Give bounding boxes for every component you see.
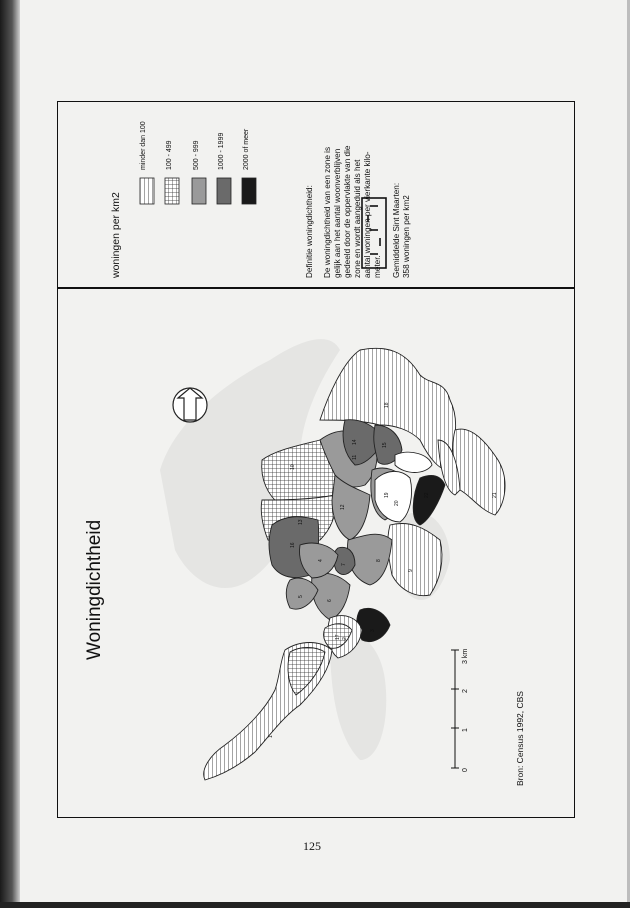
definition-line: gedeeld door de oppervlakte van die [343,145,352,278]
definition-line: zone en wordt aangeduid als het [353,159,362,278]
north-arrow-icon [173,388,207,422]
average-line: Gemiddelde Sint Maarten: [392,182,401,278]
zone-label: 10 [290,464,296,470]
zone-label: 8 [376,559,382,562]
legend-label-2: 100 - 499 [166,140,173,170]
page-number: 125 [303,839,321,853]
legend-label-4: 1000 - 1999 [218,132,225,170]
pond [395,452,432,472]
scale-tick-label: 0 [462,768,469,772]
zone-label: 7 [341,563,347,566]
zone-label: 13 [298,519,304,525]
legend-label-3: 500 - 999 [193,140,200,170]
zone-label: 15 [382,442,388,448]
zone-label: 5 [298,595,304,598]
average-line: 358 woningen per km2 [402,195,411,278]
zone-label: 4 [318,559,324,562]
legend-swatches [140,178,256,204]
source-note: Bron: Census 1992, CBS [515,691,525,786]
scale-tick-label: 2 [462,689,469,693]
definition-heading: Definitie woningdichtheid: [305,185,314,278]
zone-label: 2 [342,637,348,640]
zone-label: 18 [384,402,390,408]
zone-21 [453,429,505,515]
zone-label: 6 [327,599,333,602]
zone-label: 20 [394,500,400,506]
zone-3 [357,608,390,641]
zone-6 [312,573,350,620]
zone-label: 3 [370,629,376,632]
map-title: Woningdichtheid [84,519,105,660]
zone-label: 14 [352,439,358,445]
definition-line: gelijk aan het aantal woonverblijven [333,148,342,278]
zone-label: 21 [492,492,498,498]
scale-bar [451,650,459,768]
zone-label: 12 [340,504,346,510]
legend-title: woningen per km2 [110,192,122,278]
zone-label: 1 [268,735,274,738]
legend-label-5: 2000 of meer [243,128,250,170]
zone-label: 22 [424,492,430,498]
zone-label: 9 [408,569,414,572]
definition-line: meter. [373,255,382,278]
zone-label: 17 [335,634,341,640]
zone-label: 16 [290,542,296,548]
definition-line: aantal woningen per vierkante kilo- [363,151,372,278]
scale-tick-label: 3 km [462,648,469,664]
legend-label-1: minder dan 100 [140,121,147,170]
scale-tick-label: 1 [462,728,469,732]
definition-line: De woningdichtheid van een zone is [323,146,332,278]
zone-label: 19 [384,492,390,498]
zone-label: 11 [352,454,358,460]
